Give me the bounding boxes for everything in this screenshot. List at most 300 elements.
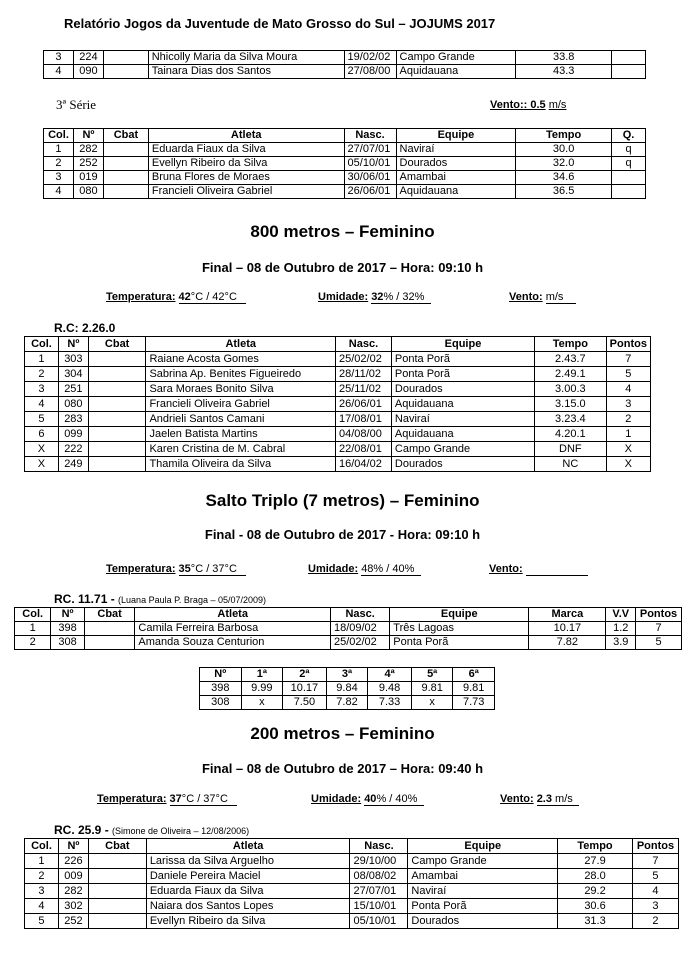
column-header: 6ª [453,668,495,682]
table-cell: Eduarda Fiaux da Silva [146,884,350,899]
event-200-results-table [24,838,679,929]
table-cell: 25/11/02 [336,382,392,397]
table-cell [103,143,148,157]
table-cell: Ponta Porã [391,367,534,382]
table-cell [88,869,146,884]
table-cell [612,51,646,65]
table-cell [103,65,148,79]
table-cell: Dourados [408,914,558,929]
temp-rest: °C / 37°C [190,563,237,575]
table-cell: 7.82 [326,696,368,710]
column-header: Atleta [148,129,344,143]
record-value: RC. 11.71 - [54,592,115,606]
table-cell: 080 [73,185,103,199]
table-row [25,382,651,397]
table-row [25,854,679,869]
table-cell [88,899,146,914]
table-row [200,682,495,696]
table-cell: 4 [25,899,59,914]
table-cell: 3 [44,171,74,185]
wind-unit: m/s [548,99,567,111]
event-800-humidity [318,291,431,304]
humidity-label: Umidade: [318,291,369,303]
table-cell: 2 [606,412,650,427]
table-cell: Karen Cristina de M. Cabral [146,442,336,457]
table-cell: 1 [25,854,59,869]
humidity-value: 40 [364,793,377,805]
wind-label: Vento: [489,563,523,575]
table-header-row [200,668,495,682]
table-cell [84,622,135,636]
table-cell: 6 [25,427,59,442]
table-cell: 2.43.7 [535,352,607,367]
column-header: Col. [15,608,51,622]
table-cell [84,636,135,650]
table-row [15,636,682,650]
table-cell: 28.0 [558,869,633,884]
table-cell: 3.23.4 [535,412,607,427]
event-800-record: R.C: 2.26.0 [54,321,116,335]
table-cell [103,157,148,171]
table-row [25,397,651,412]
event-triple-jump-record [54,592,266,606]
table-cell [88,457,146,472]
table-cell: Francieli Oliveira Gabriel [148,185,344,199]
series-wind [490,99,566,111]
table-cell: 10.17 [529,622,606,636]
column-header: Cbat [88,839,146,854]
table-cell: 249 [58,457,88,472]
temp-label: Temperatura: [106,291,176,303]
table-cell: Amanda Souza Centurion [135,636,331,650]
table-cell: 30.0 [516,143,612,157]
column-header: Pontos [632,839,678,854]
table-cell: 28/11/02 [336,367,392,382]
table-cell: Eduarda Fiaux da Silva [148,143,344,157]
column-header: 2ª [283,668,327,682]
table-cell: 4 [606,382,650,397]
table-cell: DNF [535,442,607,457]
column-header: 1ª [241,668,283,682]
table-cell: 33.8 [516,51,612,65]
table-cell: Ponta Porã [391,352,534,367]
table-cell: 36.5 [516,185,612,199]
table-cell: 43.3 [516,65,612,79]
table-cell: 019 [73,171,103,185]
column-header: Nº [58,337,88,352]
column-header: Equipe [390,608,529,622]
column-header: Nº [73,129,103,143]
event-triple-jump-title: Salto Triplo (7 metros) – Feminino [205,491,480,510]
table-cell: 2 [15,636,51,650]
temp-value: 35 [178,563,191,575]
table-cell: q [612,143,646,157]
column-header: Nasc. [330,608,389,622]
table-row [25,442,651,457]
table-cell: 7.33 [368,696,412,710]
table-cell: Amambai [408,869,558,884]
table-cell [88,397,146,412]
table-cell: 7 [632,854,678,869]
event-triple-jump-subtitle: Final - 08 de Outubro de 2017 - Hora: 09:10 h [204,527,481,542]
table-cell: 3 [44,51,74,65]
table-cell: 7.82 [529,636,606,650]
record-value: RC. 25.9 - [54,823,109,837]
table-header-row [25,337,651,352]
table-row [25,352,651,367]
table-cell [103,171,148,185]
event-200-subtitle: Final – 08 de Outubro de 2017 – Hora: 09:40 h [201,761,484,776]
table-cell [88,412,146,427]
temp-value: 37 [169,793,182,805]
table-cell: Campo Grande [391,442,534,457]
table-cell: 3 [632,899,678,914]
table-cell: 009 [58,869,88,884]
event-triple-jump-wind [489,563,588,576]
table-cell: Aquidauana [391,427,534,442]
column-header: Cbat [84,608,135,622]
table-cell: Jaelen Batista Martins [146,427,336,442]
table-row [15,622,682,636]
column-header: 5ª [411,668,453,682]
record-note: (Simone de Oliveira – 12/08/2006) [112,826,250,836]
table-cell: 2 [632,914,678,929]
table-cell: 27/08/00 [344,65,396,79]
table-cell [88,427,146,442]
table-cell [612,185,646,199]
table-cell: 19/02/02 [344,51,396,65]
table-cell: 08/08/02 [350,869,408,884]
wind-unit: m/s [555,793,573,805]
table-cell: Ponta Porã [408,899,558,914]
table-cell: 2 [25,367,59,382]
table-cell: 4.20.1 [535,427,607,442]
table-cell: 224 [73,51,103,65]
table-cell: 1 [15,622,51,636]
table-cell: 3.00.3 [535,382,607,397]
table-cell: Naviraí [391,412,534,427]
table-cell: Sabrina Ap. Benites Figueiredo [146,367,336,382]
column-header: Nº [200,668,242,682]
table-cell: 15/10/01 [350,899,408,914]
series-label: 3ª Série [56,97,97,112]
temp-value: 42 [178,291,191,303]
column-header: Equipe [391,337,534,352]
table-cell: Tainara Dias dos Santos [148,65,344,79]
table-cell: 34.6 [516,171,612,185]
table-cell: 398 [200,682,242,696]
table-cell: Dourados [391,457,534,472]
table-cell: 252 [58,914,88,929]
table-row [25,457,651,472]
table-cell: 308 [51,636,84,650]
table-cell: 7.73 [453,696,495,710]
attempts-table [199,667,495,710]
table-cell: 252 [73,157,103,171]
table-cell: Daniele Pereira Maciel [146,869,350,884]
table-cell: 282 [73,143,103,157]
column-header: V.V [606,608,636,622]
table-cell: x [241,696,283,710]
table-cell: 05/10/01 [350,914,408,929]
event-200-record [54,823,249,837]
event-800-subtitle: Final – 08 de Outubro de 2017 – Hora: 09:10 h [201,260,484,275]
table-row [25,427,651,442]
column-header: Cbat [103,129,148,143]
event-200-temperature [97,793,237,806]
table-cell [103,185,148,199]
table-cell: 080 [58,397,88,412]
results-table-continuation [43,50,646,79]
table-cell: 3 [606,397,650,412]
document-title: Relatório Jogos da Juventude de Mato Grosso do Sul – JOJUMS 2017 [64,16,496,31]
humidity-value: 48% / 40% [361,563,415,575]
temp-rest: °C / 37°C [181,793,228,805]
table-cell: 7 [606,352,650,367]
table-cell: 1 [606,427,650,442]
table-cell: 226 [58,854,88,869]
wind-value: 2.3 [536,793,552,805]
column-header: Nº [51,608,84,622]
table-cell: 5 [25,914,59,929]
table-cell: 398 [51,622,84,636]
event-200-humidity [311,793,424,806]
table-cell: 27/07/01 [344,143,396,157]
column-header: Cbat [88,337,146,352]
humidity-rest: % / 32% [383,291,425,303]
table-row [44,143,646,157]
table-cell: 10.17 [283,682,327,696]
table-cell: 27/07/01 [350,884,408,899]
table-cell: Aquidauana [396,185,516,199]
table-cell: 1 [25,352,59,367]
event-800-temperature [106,291,246,304]
temp-label: Temperatura: [97,793,167,805]
event-800-wind [509,291,576,304]
table-cell [103,51,148,65]
event-200-wind [500,793,579,806]
table-cell: 1.2 [606,622,636,636]
event-800-results-table [24,336,651,472]
table-cell: 9.84 [326,682,368,696]
table-cell: Campo Grande [408,854,558,869]
table-cell: 5 [25,412,59,427]
table-cell: 30.6 [558,899,633,914]
column-header: Nasc. [336,337,392,352]
record-note: (Luana Paula P. Braga – 05/07/2009) [118,595,266,605]
table-cell: Aquidauana [391,397,534,412]
table-row [25,899,679,914]
table-cell: 304 [58,367,88,382]
column-header: Nasc. [350,839,408,854]
table-cell [88,367,146,382]
table-cell [88,914,146,929]
table-row [44,157,646,171]
table-row [200,696,495,710]
table-cell: 9.99 [241,682,283,696]
table-cell: Ponta Porã [390,636,529,650]
table-cell: 308 [200,696,242,710]
table-cell: 2.49.1 [535,367,607,382]
column-header: Tempo [535,337,607,352]
table-cell: 22/08/01 [336,442,392,457]
table-cell: 16/04/02 [336,457,392,472]
table-cell: Campo Grande [396,51,516,65]
table-cell: Amambai [396,171,516,185]
table-cell: 17/08/01 [336,412,392,427]
table-cell: 5 [606,367,650,382]
table-cell: 1 [44,143,74,157]
table-cell: 9.48 [368,682,412,696]
table-cell: Evellyn Ribeiro da Silva [146,914,350,929]
table-cell: 3 [25,382,59,397]
table-cell: 7.50 [283,696,327,710]
wind-value: : 0.5 [523,99,546,111]
table-cell: X [25,457,59,472]
table-cell: Larissa da Silva Arguelho [146,854,350,869]
table-cell: 26/06/01 [336,397,392,412]
table-row [44,51,646,65]
table-cell: Francieli Oliveira Gabriel [146,397,336,412]
table-cell: 2 [44,157,74,171]
table-row [25,869,679,884]
table-cell: Dourados [396,157,516,171]
temp-label: Temperatura: [106,563,176,575]
table-row [25,884,679,899]
table-row [25,914,679,929]
table-cell: 18/09/02 [330,622,389,636]
column-header: Pontos [606,337,650,352]
table-row [44,65,646,79]
humidity-label: Umidade: [311,793,362,805]
table-cell [612,171,646,185]
table-cell: 222 [58,442,88,457]
table-row [25,412,651,427]
column-header: Nº [58,839,88,854]
table-cell: 04/08/00 [336,427,392,442]
humidity-value: 32 [371,291,384,303]
table-cell: 282 [58,884,88,899]
event-800-title: 800 metros – Feminino [250,222,435,241]
table-cell: x [411,696,453,710]
temp-rest: °C / 42°C [190,291,237,303]
table-cell [88,352,146,367]
column-header: Marca [529,608,606,622]
table-cell: X [25,442,59,457]
table-header-row [44,129,646,143]
table-cell: 4 [632,884,678,899]
table-cell: 090 [73,65,103,79]
table-cell: q [612,157,646,171]
table-cell: 4 [44,65,74,79]
column-header: Col. [25,839,59,854]
humidity-label: Umidade: [308,563,359,575]
table-cell: Naviraí [408,884,558,899]
table-cell: Andrieli Santos Camani [146,412,336,427]
table-cell: Camila Ferreira Barbosa [135,622,331,636]
table-header-row [25,839,679,854]
table-cell: 099 [58,427,88,442]
table-row [44,171,646,185]
table-cell: 302 [58,899,88,914]
table-cell: 3.9 [606,636,636,650]
column-header: Atleta [146,337,336,352]
table-cell: 25/02/02 [336,352,392,367]
table-cell: Raiane Acosta Gomes [146,352,336,367]
table-cell: Bruna Flores de Moraes [148,171,344,185]
column-header: Tempo [558,839,633,854]
table-cell [88,442,146,457]
column-header: Col. [25,337,59,352]
table-cell: 283 [58,412,88,427]
table-cell: 7 [636,622,682,636]
table-cell [612,65,646,79]
table-cell: 5 [632,869,678,884]
event-triple-jump-results-table [14,607,682,650]
table-cell: Naiara dos Santos Lopes [146,899,350,914]
table-cell: 27.9 [558,854,633,869]
column-header: Tempo [516,129,612,143]
table-cell: Sara Moraes Bonito Silva [146,382,336,397]
table-cell: Nhicolly Maria da Silva Moura [148,51,344,65]
column-header: Q. [612,129,646,143]
table-cell: 29.2 [558,884,633,899]
table-cell: 9.81 [453,682,495,696]
table-cell: 32.0 [516,157,612,171]
event-triple-jump-humidity [308,563,421,576]
table-cell: 5 [636,636,682,650]
table-cell: 2 [25,869,59,884]
table-cell: 251 [58,382,88,397]
column-header: Nasc. [344,129,396,143]
wind-label: Vento: [500,793,534,805]
table-cell: 9.81 [411,682,453,696]
table-cell: 31.3 [558,914,633,929]
table-cell: Naviraí [396,143,516,157]
table-cell: 3.15.0 [535,397,607,412]
column-header: Atleta [146,839,350,854]
table-cell: 30/06/01 [344,171,396,185]
column-header: 3ª [326,668,368,682]
table-cell [88,884,146,899]
wind-label: Vento: [509,291,543,303]
table-cell: X [606,457,650,472]
table-cell: 05/10/01 [344,157,396,171]
table-cell [88,382,146,397]
event-triple-jump-temperature [106,563,246,576]
table-cell: 25/02/02 [330,636,389,650]
table-cell [88,854,146,869]
column-header: Equipe [396,129,516,143]
table-cell: 303 [58,352,88,367]
table-cell: 4 [44,185,74,199]
table-cell: X [606,442,650,457]
table-header-row [15,608,682,622]
table-row [25,367,651,382]
column-header: Atleta [135,608,331,622]
table-cell: 29/10/00 [350,854,408,869]
column-header: Col. [44,129,74,143]
table-cell: Evellyn Ribeiro da Silva [148,157,344,171]
serie3-results-table [43,128,646,199]
event-200-title: 200 metros – Feminino [250,724,435,743]
table-cell: Dourados [391,382,534,397]
wind-label: Vento: [490,99,524,111]
table-cell: 26/06/01 [344,185,396,199]
column-header: 4ª [368,668,412,682]
table-cell: Thamila Oliveira da Silva [146,457,336,472]
table-cell: 4 [25,397,59,412]
